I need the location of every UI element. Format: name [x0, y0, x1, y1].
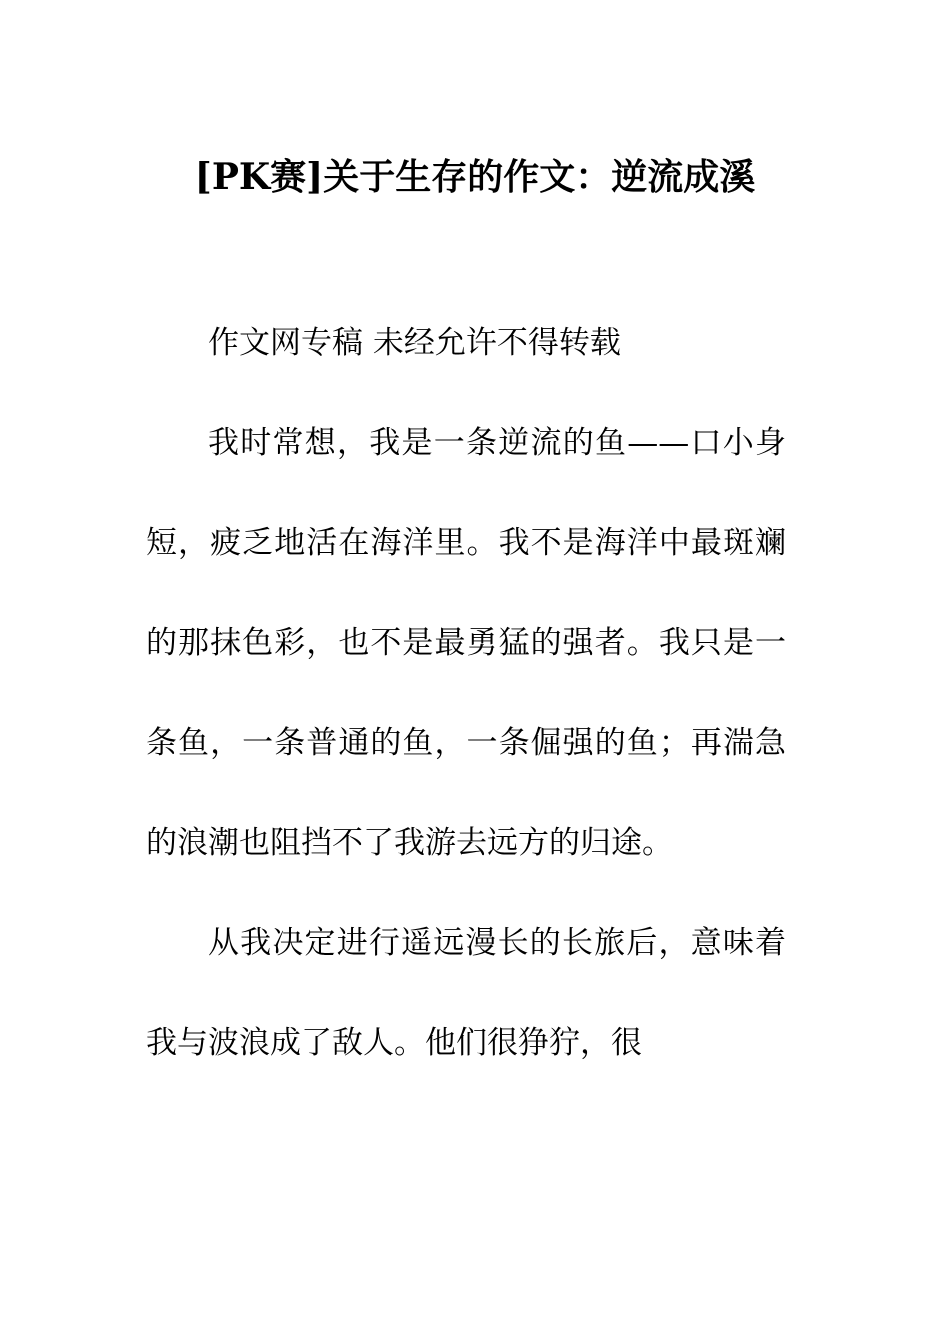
- paragraph-2: 从我决定进行遥远漫长的长旅后，意味着我与波浪成了敌人。他们很狰狞，很: [146, 925, 786, 1061]
- document-title: [PK赛]关于生存的作文：逆流成溪: [194, 156, 756, 199]
- paragraph-1: 我时常想，我是一条逆流的鱼——口小身短，疲乏地活在海洋里。我不是海洋中最斑斓的那抹色彩，也不是最勇猛的强者。我只是一条鱼，一条普通的鱼，一条倔强的鱼；再湍急的浪潮也阻挡不了我游去远方的归途。: [146, 425, 786, 861]
- document-body: [146, 293, 786, 1093]
- paragraph-copyright-notice: 作文网专稿 未经允许不得转载: [208, 325, 621, 361]
